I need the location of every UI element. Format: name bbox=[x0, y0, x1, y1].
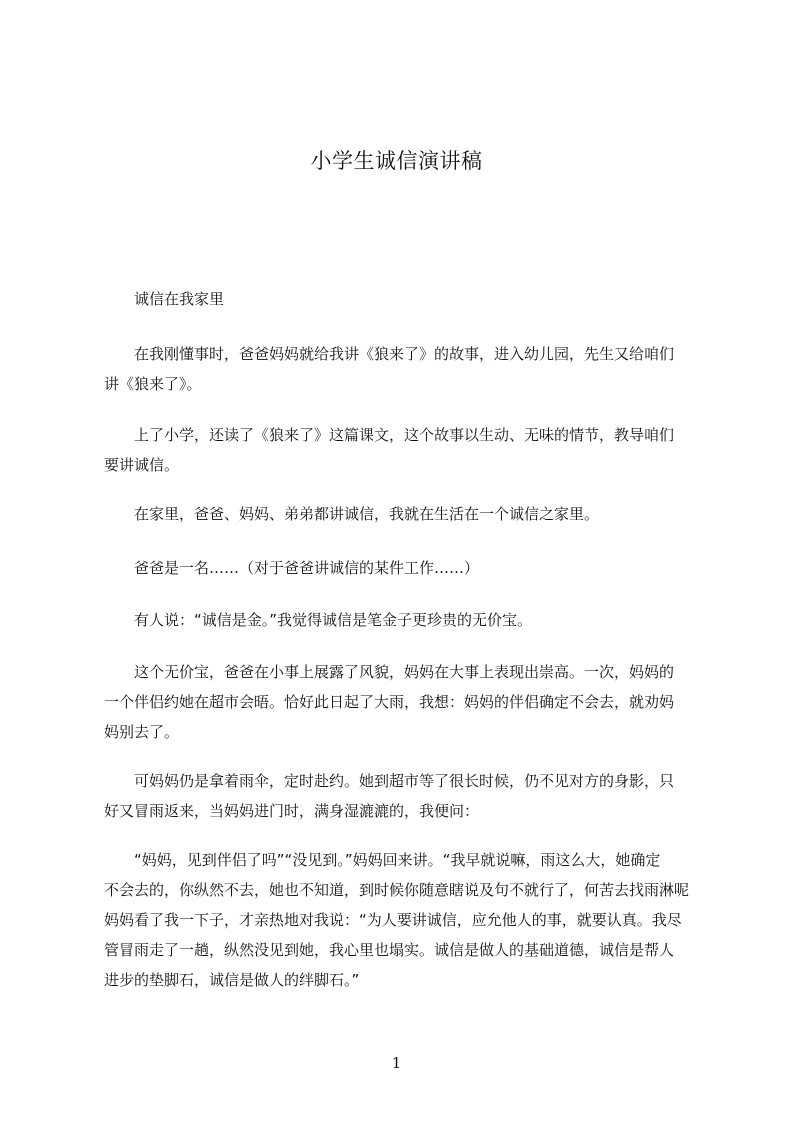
paragraph-8 bbox=[104, 766, 700, 826]
paragraph-line: 妈别去了。 bbox=[104, 723, 180, 741]
paragraph-9 bbox=[104, 845, 700, 995]
paragraph-line: 讲《狼来了》。 bbox=[104, 375, 202, 393]
paragraph-3 bbox=[104, 420, 700, 480]
paragraph-line: 这个无价宝，爸爸在小事上展露了风貌，妈妈在大事上表现出崇高。一次，妈妈的 bbox=[104, 663, 675, 681]
paragraph-line: 不会去的，你纵然不去，她也不知道，到时候你随意瞎说及句不就行了，何苦去找雨淋呢 bbox=[104, 881, 690, 899]
paragraph-1 bbox=[104, 284, 700, 314]
paragraph-line: 管冒雨走了一趟，纵然没见到她，我心里也塌实。诚信是做人的基础道德，诚信是帮人 bbox=[104, 941, 675, 959]
paragraph-line: 要讲诚信。 bbox=[104, 456, 180, 474]
paragraph-line: “妈妈，见到伴侣了吗”“没见到。”妈妈回来讲。“我早就说嘛，雨这么大，她确定 bbox=[104, 851, 661, 869]
paragraph-7 bbox=[104, 657, 700, 747]
paragraph-line: 一个伴侣约她在超市会晤。恰好此日起了大雨，我想：妈妈的伴侣确定不会去，就劝妈 bbox=[104, 693, 675, 711]
paragraph-2 bbox=[104, 339, 700, 399]
paragraph-line: 上了小学，还读了《狼来了》这篇课文，这个故事以生动、无味的情节，教导咱们 bbox=[104, 426, 675, 444]
paragraph-line: 妈妈看了我一下子，才亲热地对我说：“为人要讲诚信，应允他人的事，就要认真。我尽 bbox=[104, 911, 682, 929]
paragraph-line: 在家里，爸爸、妈妈、弟弟都讲诚信，我就在生活在一个诚信之家里。 bbox=[104, 505, 600, 523]
paragraph-line: 诚信在我家里 bbox=[104, 290, 225, 308]
paragraph-line: 爸爸是一名……（对于爸爸讲诚信的某件工作……） bbox=[104, 559, 480, 577]
paragraph-line: 可妈妈仍是拿着雨伞，定时赴约。她到超市等了很长时候，仍不见对方的身影，只 bbox=[104, 772, 675, 790]
paragraph-line: 进步的垫脚石，诚信是做人的绊脚石。” bbox=[104, 971, 360, 989]
paragraph-line: 有人说：“诚信是金。”我觉得诚信是笔金子更珍贵的无价宝。 bbox=[104, 611, 533, 629]
page-number: 1 bbox=[391, 1054, 402, 1072]
paragraph-6 bbox=[104, 605, 700, 635]
paragraph-5 bbox=[104, 553, 700, 583]
paragraph-line: 好又冒雨返来，当妈妈进门时，满身湿漉漉的，我便问： bbox=[104, 802, 480, 820]
paragraph-line: 在我刚懂事时，爸爸妈妈就给我讲《狼来了》的故事，进入幼儿园，先生又给咱们 bbox=[104, 345, 675, 363]
paragraph-4 bbox=[104, 499, 700, 529]
document-title: 小学生诚信演讲稿 bbox=[310, 149, 483, 173]
